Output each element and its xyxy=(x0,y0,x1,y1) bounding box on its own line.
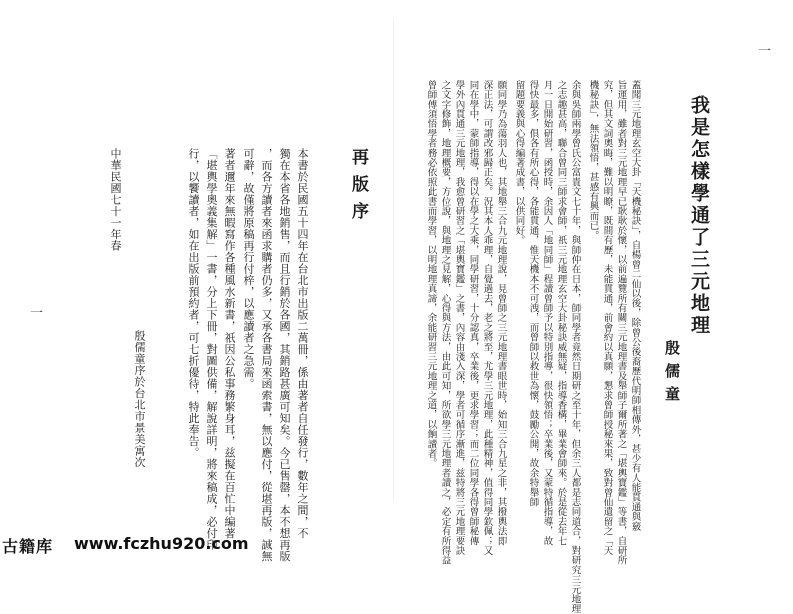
preface-column: 可辭，故僅將原稿再行付梓，以應讀者之急需。 xyxy=(242,148,255,390)
essay-column: 蓋聞三元地理玄空大卦「天機秘訣」，自楊曾二仙以後，除曾公後裔歷代明師相傳外，甚少有人能貫通與竅 xyxy=(629,80,641,532)
essay-column: 學外內貫通三元地理，我愈曾研習之「堪輿寶鑑」之書，內容由淺入深，學者可循序漸進，兹特將三元地理要訣 xyxy=(453,80,465,556)
page-gutter xyxy=(393,20,394,500)
site-watermark xyxy=(0,528,793,558)
essay-column: 深正法，可謂改邪歸正矣。況其本人乖理，自覺過去，老之將至，尤學三元地理，此種精神，值得同學欽佩；又 xyxy=(481,80,493,556)
essay-column: 究，但其文詞奧晦，難以明瞭，既間有歷，未能貫通，前會約以真願，懇求曾師授秘來果，致對曾仙遺留之「天 xyxy=(601,80,613,556)
page-mark-right: 一 xyxy=(758,44,772,59)
essay-column: 留題要義與心得編著成書，以供同好。 xyxy=(513,80,525,245)
preface-date: 中華民國七十一年春 xyxy=(109,148,122,252)
preface-column: 著者邇年來無暇寫作各種風水新書，祇因公私事務繁身耳，兹擬在百忙中編著 xyxy=(223,148,236,539)
essay-column: 之志趣甚高，聯合曾同三師求會師，祇三元地理玄空大卦秘訣威無疑，指導香構，畢業會師來。於是從去年七 xyxy=(555,80,567,546)
preface-column: 行，以饗讀者，如在出版前預約者，可七折優待，特此奉告。 xyxy=(187,148,200,459)
essay-author: 殷儒童 xyxy=(663,340,681,409)
preface-column: 本書於民國五十四年在台北市出版二萬冊，係由著者自任發行，數年之間，不 xyxy=(296,148,309,539)
essay-column: 機秘訣」，無法領悟，甚感有興而已。 xyxy=(587,80,599,241)
essay-column: 得快最多，俱各有所心得，各能貫通，惟天機本不可洩，而曾師以救世為懷，鼓勵公開，故余特舉師 xyxy=(527,80,539,507)
essay-column: 旨運用，雖者對三元地理早已耿耿於懷，以前遍覽所有關三元地理書及舉師子爾所著之「堪輿寶鑑」等書，自研所 xyxy=(615,80,627,565)
preface-column: 獨在本省各地銷售，而且行銷於各國，其銷路甚廣可知矣。今已售罄，本不想再版 xyxy=(278,148,291,562)
essay-column: 同在學中，蒙師指導，得以在學之大乘，同學研習，十分認真，卒業後，更求學習；而二位同學各得曾師秘傳 xyxy=(467,80,479,546)
essay-title: 我是怎樣學通了三元地理 xyxy=(688,95,710,337)
watermark-url: www.fczhu920.com xyxy=(74,534,249,553)
page-mark-left: 一 xyxy=(30,306,44,321)
essay-column: 之文字修飾，地理概要，方位說，與地理之見解，心得與方法，由此可知，所欲學三元地理者讀之，必定有所得益 xyxy=(439,80,451,565)
essay-column: 曾師傅須悟學者務必依照此書而學習，以明地理真諦，余能研習三元地理之道，以餉讀者。 xyxy=(425,80,437,468)
preface-signoff: 殷儒童序於台北市景美寓次 xyxy=(133,330,146,468)
watermark-brand: 古籍库 xyxy=(2,537,54,556)
essay-column: 願同學乃為蕩羽人也，其地舉三合九元地理說，見曾師之三元地理書眼世時，始知三合九星之非，其撥輿法即 xyxy=(495,80,507,546)
essay-column: 余與吳師兩學曾氏公富貴文七十年，與師仲在日本，師同學者竟然日期研之至十年，但余三人都是志同道合，對研究三元地理 xyxy=(569,80,581,614)
preface-column: ，而各方讀者來函求購者仍多，又承各書局來函索書，無以應付，從堪再版，誠無 xyxy=(260,148,273,562)
essay-column: 月一日開始研習，函授時，余因人「地同師」程讀曾師予以特別指導，很快領悟；卒業後，又蒙特循指導，故 xyxy=(541,80,553,546)
preface-title: 再版序 xyxy=(348,148,368,229)
preface-column: 「堪輿學奧義集解」一書，分上下冊，對圖供備，解說詳明，將來稿成，必付印 xyxy=(205,148,218,551)
right-page xyxy=(400,0,780,614)
